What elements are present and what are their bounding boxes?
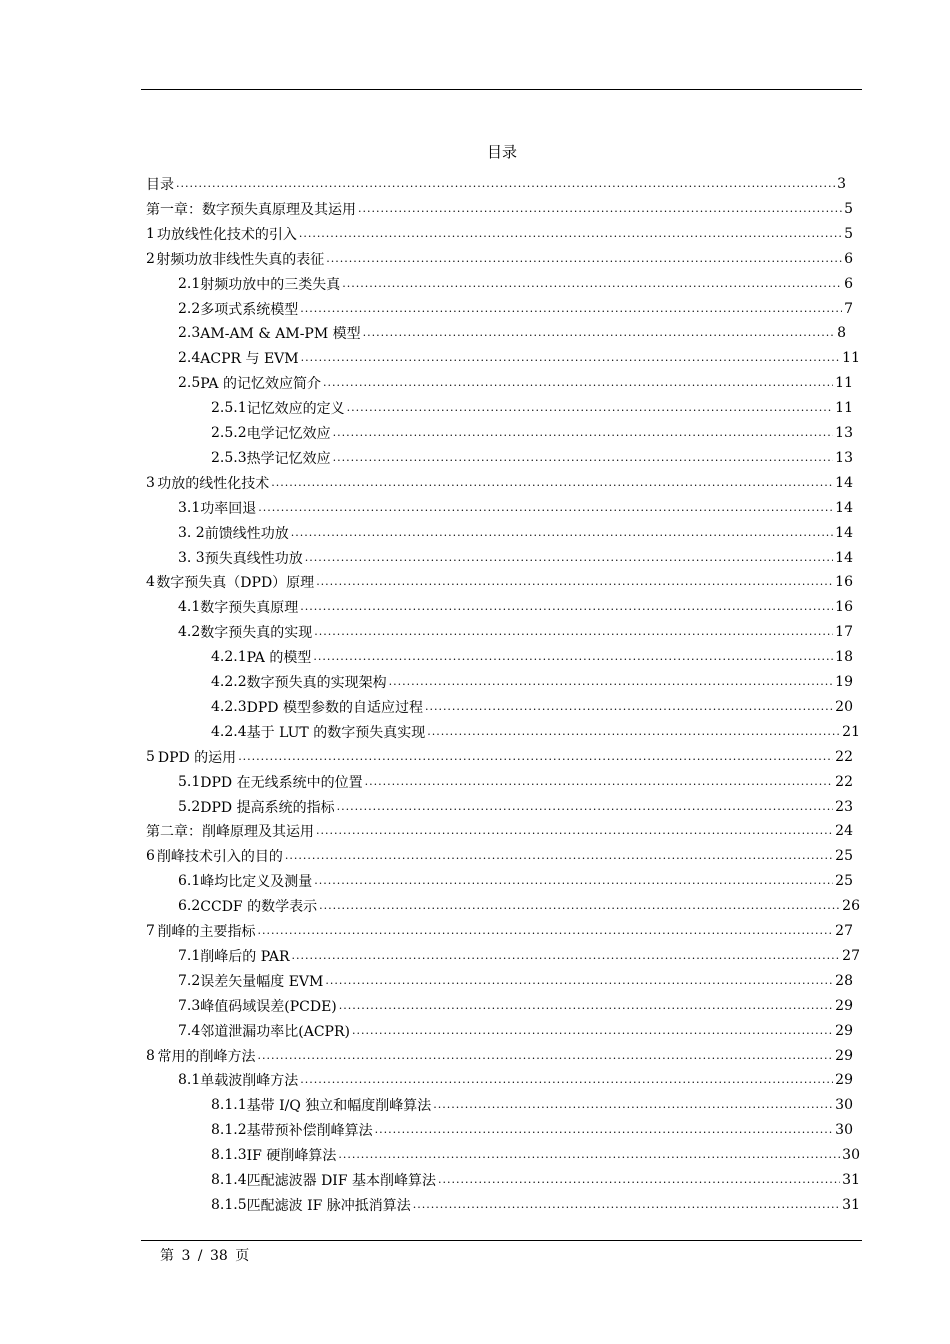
toc-entry-page: 30	[835, 1097, 853, 1114]
toc-entry-page: 14	[835, 524, 853, 541]
toc-entry[interactable]	[211, 1193, 860, 1217]
toc-entry-title: 基带预补偿削峰算法	[246, 1123, 373, 1140]
dot-leader	[323, 371, 833, 395]
dot-leader	[316, 570, 833, 594]
toc-heading: 目录	[486, 143, 517, 161]
toc-entry-page: 6	[844, 275, 853, 292]
toc-entry-title: 单载波削峰方法	[200, 1073, 299, 1090]
dot-leader	[300, 1068, 833, 1092]
toc-entry-number: 2.5.3	[211, 449, 247, 466]
toc-entry-number: 5	[146, 748, 155, 765]
toc-entry-page: 28	[835, 972, 853, 989]
toc-entry[interactable]	[211, 1118, 853, 1142]
header-rule	[141, 89, 862, 90]
dot-leader	[313, 645, 833, 669]
toc-entry-title: 峰均比定义及测量	[200, 874, 313, 891]
toc-entry-number: 7.3	[178, 997, 201, 1014]
toc-entry[interactable]	[146, 745, 853, 769]
dot-leader	[314, 620, 833, 644]
toc-entry[interactable]	[178, 1019, 853, 1043]
toc-entry-page: 11	[835, 400, 853, 417]
page-footer: 第 3 / 38 页	[160, 1248, 250, 1264]
toc-entry-page: 29	[835, 1072, 853, 1089]
toc-entry-number: 4.2.1	[211, 649, 247, 666]
dot-leader	[352, 1019, 833, 1043]
toc-entry-title: 热学记忆效应	[246, 450, 331, 467]
toc-entry-title: 常用的削峰方法	[157, 1048, 256, 1065]
toc-entry-number: 8.1.5	[211, 1196, 247, 1213]
toc-entry[interactable]	[146, 570, 853, 594]
toc-entry-title: 功放的线性化技术	[157, 475, 270, 492]
toc-entry-page: 17	[835, 624, 853, 641]
toc-entry-title: 削峰技术引入的目的	[156, 849, 283, 866]
dot-leader	[337, 795, 834, 819]
footer-rule	[141, 1240, 862, 1241]
toc-entry-page: 30	[842, 1147, 860, 1164]
toc-entry-title: 电学记忆效应	[246, 426, 331, 442]
toc-entry[interactable]	[178, 546, 853, 570]
toc-entry-page: 13	[835, 425, 853, 441]
toc-entry-page: 16	[835, 574, 853, 591]
toc-entry-page: 26	[842, 898, 860, 915]
dot-leader	[365, 770, 834, 794]
toc-entry-title: 数字预失真的实现架构	[246, 675, 387, 691]
toc-entry[interactable]	[178, 620, 853, 644]
toc-entry[interactable]	[146, 172, 846, 196]
toc-entry-number: 2.5.1	[211, 400, 247, 417]
dot-leader	[333, 446, 834, 470]
toc-entry-page: 25	[835, 848, 853, 865]
toc-entry[interactable]	[178, 371, 853, 395]
toc-entry[interactable]	[211, 645, 853, 669]
toc-entry-number: 7.4	[178, 1022, 201, 1039]
dot-leader	[427, 720, 840, 744]
toc-entry[interactable]	[211, 720, 860, 744]
dot-leader	[338, 1143, 840, 1167]
toc-entry-title: 邻道泄漏功率比(ACPR)	[200, 1023, 350, 1040]
toc-entry-number: 第一章：	[146, 201, 202, 218]
toc-entry-number: 3. 3	[178, 549, 205, 566]
toc-entry-title: 误差矢量幅度 EVM	[200, 973, 324, 990]
dot-leader	[438, 1168, 840, 1192]
toc-entry-title: 记忆效应的定义	[246, 401, 345, 418]
toc-entry[interactable]	[178, 944, 860, 968]
toc-entry[interactable]	[178, 321, 846, 345]
toc-entry-title: 基于 LUT 的数字预失真实现	[246, 724, 426, 741]
toc-entry-number: 7.2	[178, 972, 201, 989]
dot-leader	[326, 247, 842, 271]
toc-entry-number: 6	[146, 848, 155, 865]
toc-entry-page: 6	[844, 250, 853, 267]
toc-entry-number: 8	[146, 1047, 155, 1064]
toc-entry[interactable]	[146, 919, 853, 943]
toc-entry-title: DPD 的运用	[157, 749, 237, 766]
toc-entry-title: ACPR 与 EVM	[200, 351, 299, 368]
dot-leader	[375, 1118, 834, 1142]
toc-entry-number: 2.1	[178, 275, 201, 292]
toc-entry-title: 匹配滤波器 DIF 基本削峰算法	[246, 1173, 436, 1189]
toc-entry-page: 22	[835, 773, 853, 790]
dot-leader	[314, 869, 833, 893]
toc-entry-title: PA 的模型	[246, 650, 312, 667]
toc-entry-page: 13	[835, 449, 853, 466]
toc-entry-number: 2.5.2	[211, 425, 247, 441]
toc-entry-title: 预失真线性功放	[204, 550, 303, 567]
toc-entry[interactable]	[178, 869, 853, 893]
dot-leader	[291, 521, 833, 545]
toc-entry-title: DPD 在无线系统中的位置	[200, 774, 363, 791]
toc-entry-title: 数字预失真原理	[200, 600, 299, 617]
toc-entry-title: 削峰后的 PAR	[200, 948, 290, 965]
toc-entry[interactable]	[178, 521, 853, 545]
toc-entry-number: 8.1.3	[211, 1147, 247, 1164]
toc-entry-page: 31	[842, 1172, 860, 1188]
toc-entry-page: 31	[842, 1196, 860, 1213]
toc-entry[interactable]	[211, 1168, 860, 1192]
toc-entry-title: 基带 I/Q 独立和幅度削峰算法	[246, 1098, 432, 1115]
toc-entry-number: 5.2	[178, 798, 201, 815]
toc-entry[interactable]	[178, 346, 860, 370]
toc-entry[interactable]	[178, 297, 853, 321]
dot-leader	[292, 944, 841, 968]
toc-entry-page: 14	[835, 549, 853, 566]
toc-entry[interactable]	[178, 770, 853, 794]
toc-entry-number: 6.1	[178, 873, 201, 890]
toc-entry[interactable]	[178, 496, 853, 520]
toc-entry[interactable]	[146, 844, 853, 868]
dot-leader	[316, 819, 833, 843]
toc-entry-number: 6.2	[178, 898, 201, 915]
toc-entry[interactable]	[146, 247, 853, 271]
toc-entry-page: 19	[835, 674, 853, 690]
toc-entry-page: 20	[835, 698, 853, 715]
toc-entry-number: 第二章：	[146, 824, 202, 841]
toc-entry-page: 5	[844, 200, 853, 217]
toc-entry[interactable]	[211, 446, 853, 470]
toc-entry-page: 11	[842, 350, 860, 367]
toc-entry[interactable]	[178, 894, 860, 918]
toc-entry-page: 5	[844, 225, 853, 242]
dot-leader	[285, 844, 833, 868]
toc-entry-page: 25	[835, 873, 853, 890]
dot-leader	[257, 1044, 833, 1068]
dot-leader	[342, 272, 842, 296]
toc-entry-number: 2.4	[178, 350, 201, 367]
toc-entry-number: 3. 2	[178, 524, 205, 541]
dot-leader	[300, 297, 842, 321]
toc-entry-title: 数字预失真原理及其运用	[202, 201, 356, 218]
toc-entry-number: 5.1	[178, 773, 201, 790]
toc-entry[interactable]	[211, 1093, 853, 1117]
toc-entry[interactable]	[211, 695, 853, 719]
toc-entry-number: 8.1	[178, 1072, 201, 1089]
toc-entry-number: 4.1	[178, 599, 201, 616]
toc-entry-title: 削峰原理及其运用	[202, 824, 314, 841]
toc-entry-title: DPD 模型参数的自适应过程	[246, 699, 423, 716]
toc-entry[interactable]	[146, 471, 853, 495]
dot-leader	[363, 321, 835, 345]
toc-entry-page: 21	[842, 723, 860, 740]
dot-leader	[325, 969, 833, 993]
toc-entry-page: 29	[835, 1022, 853, 1039]
toc-entry[interactable]	[178, 272, 853, 296]
toc-entry-title: 射频功放中的三类失真	[200, 276, 341, 293]
toc-entry-title: PA 的记忆效应简介	[200, 376, 321, 393]
toc-entry-page: 29	[835, 997, 853, 1014]
dot-leader	[333, 421, 834, 445]
dot-leader	[299, 222, 842, 246]
toc-entry-number: 8.1.1	[211, 1097, 247, 1114]
toc-entry-title: 匹配滤波 IF 脉冲抵消算法	[246, 1197, 411, 1214]
toc-entry-page: 30	[835, 1122, 853, 1139]
dot-leader	[257, 919, 833, 943]
toc-entry-page: 14	[835, 499, 853, 516]
toc-entry-title: 功放线性化技术的引入	[156, 226, 297, 243]
toc-entry-title: 数字预失真的实现	[200, 625, 313, 642]
toc-entry-title: 数字预失真（DPD）原理	[156, 575, 315, 592]
toc-entry[interactable]	[146, 1044, 853, 1068]
toc-entry-title: 多项式系统模型	[200, 301, 299, 318]
toc-entry-number: 7	[146, 923, 155, 939]
toc-entry-number: 1	[146, 225, 155, 242]
toc-entry-title: AM-AM & AM-PM 模型	[200, 326, 361, 343]
toc-entry-title: 功率回退	[200, 500, 257, 517]
toc-entry[interactable]	[146, 819, 853, 843]
dot-leader	[301, 346, 841, 370]
toc-entry[interactable]	[178, 795, 853, 819]
toc-entry-page: 16	[835, 599, 853, 616]
toc-entry-page: 27	[842, 947, 860, 964]
dot-leader	[339, 994, 833, 1018]
toc-entry-page: 8	[837, 325, 846, 342]
toc-entry-page: 29	[835, 1047, 853, 1064]
toc-entry-page: 18	[835, 649, 853, 666]
toc-entry-page: 11	[835, 375, 853, 392]
dot-leader	[413, 1193, 840, 1217]
toc-entry-number: 8.1.4	[211, 1172, 247, 1188]
toc-entry-title: 目录	[146, 177, 174, 193]
toc-entry-page: 14	[835, 474, 853, 491]
toc-entry[interactable]	[146, 197, 853, 221]
dot-leader	[300, 595, 833, 619]
toc-entry-number: 4.2.4	[211, 723, 247, 740]
toc-entry[interactable]	[211, 396, 853, 420]
toc-entry-number: 4.2.2	[211, 674, 247, 690]
toc-entry-number: 2.5	[178, 375, 201, 392]
toc-entry-page: 23	[835, 798, 853, 815]
dot-leader	[358, 197, 842, 221]
toc-entry-number: 2	[146, 250, 155, 267]
dot-leader	[271, 471, 833, 495]
toc-entry-number: 3.1	[178, 499, 201, 516]
toc-entry-title: IF 硬削峰算法	[246, 1148, 337, 1165]
toc-entry[interactable]	[146, 222, 853, 246]
toc-entry[interactable]	[211, 421, 853, 445]
toc-entry-title: 峰值码域误差(PCDE)	[200, 998, 337, 1015]
toc-entry-page: 24	[835, 823, 853, 840]
dot-leader	[258, 496, 833, 520]
dot-leader	[176, 172, 835, 196]
toc-entry-number: 4.2	[178, 624, 201, 641]
dot-leader	[389, 670, 834, 694]
toc-entry-number: 4	[146, 574, 155, 591]
toc-entry-title: DPD 提高系统的指标	[200, 799, 335, 816]
toc-entry-title: CCDF 的数学表示	[200, 899, 318, 916]
toc-entry[interactable]	[178, 595, 853, 619]
toc-entry-page: 7	[844, 300, 853, 317]
toc-entry-title: 前馈线性功放	[204, 525, 289, 542]
toc-entry-number: 2.3	[178, 325, 201, 342]
toc-entry-title: 削峰的主要指标	[157, 924, 256, 940]
toc-entry[interactable]	[178, 969, 853, 993]
toc-entry-number: 4.2.3	[211, 698, 247, 715]
toc-entry[interactable]	[211, 1143, 860, 1167]
toc-entry-page: 27	[835, 923, 853, 939]
toc-entry-title: 射频功放非线性失真的表征	[156, 251, 325, 268]
toc-entry-page: 3	[837, 176, 846, 192]
toc-entry-number: 3	[146, 474, 155, 491]
dot-leader	[238, 745, 833, 769]
toc-entry-page: 22	[835, 748, 853, 765]
dot-leader	[347, 396, 834, 420]
toc-entry[interactable]	[178, 1068, 853, 1092]
dot-leader	[425, 695, 833, 719]
toc-entry[interactable]	[211, 670, 853, 694]
dot-leader	[319, 894, 840, 918]
toc-entry-number: 7.1	[178, 947, 201, 964]
toc-entry-number: 2.2	[178, 300, 201, 317]
dot-leader	[305, 546, 833, 570]
dot-leader	[433, 1093, 833, 1117]
toc-entry[interactable]	[178, 994, 853, 1018]
toc-entry-number: 8.1.2	[211, 1122, 247, 1139]
